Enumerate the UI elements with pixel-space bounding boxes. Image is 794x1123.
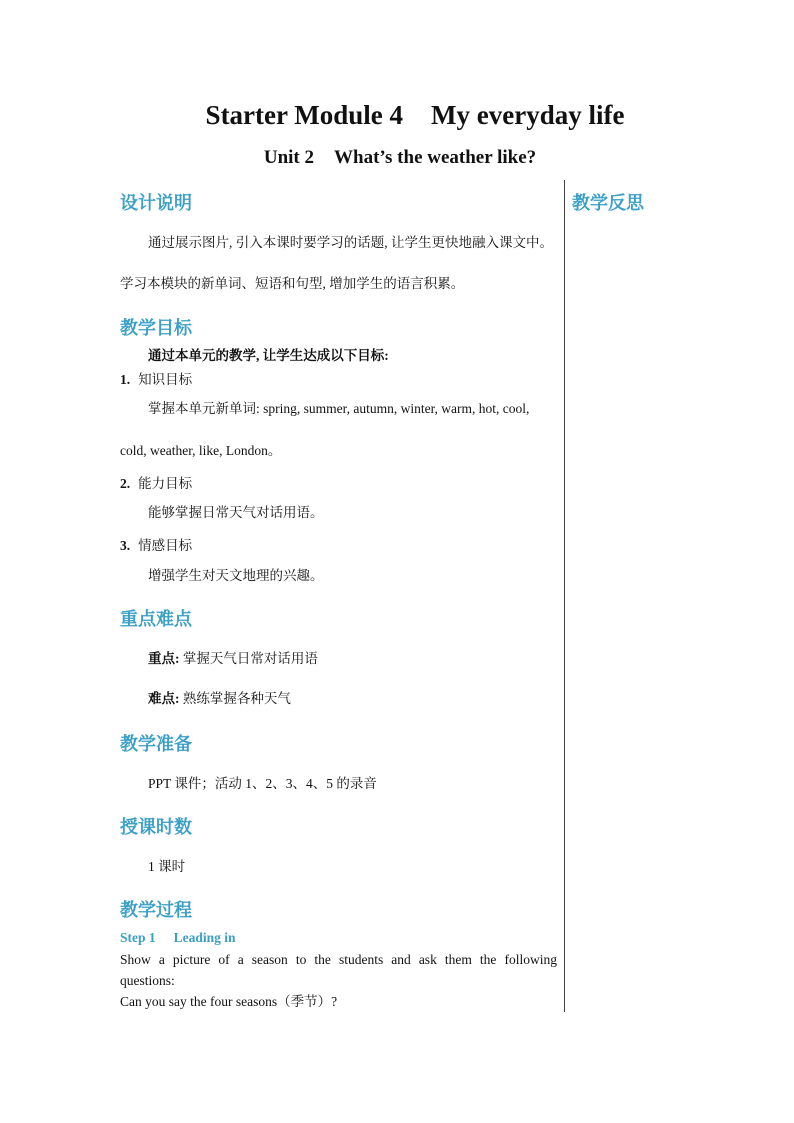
difficult-point-label: 难点: xyxy=(148,691,180,706)
preparation-heading: 教学准备 xyxy=(120,734,192,755)
step-title: Leading in xyxy=(173,930,236,945)
preparation-text: PPT 课件；活动 1、2、3、4、5 的录音 xyxy=(148,776,377,791)
title-part1: Starter Module 4 xyxy=(205,100,404,130)
objective-item-3 xyxy=(120,534,192,554)
objective-1-text-line-1: 掌握本单元新单词: spring, summer, autumn, winter, warm, hot, cool, xyxy=(148,401,530,416)
objectives-heading: 教学目标 xyxy=(120,318,192,339)
objective-3-text: 增强学生对天文地理的兴趣。 xyxy=(148,568,324,583)
objective-number: 1. xyxy=(120,372,131,387)
objective-label: 能力目标 xyxy=(138,476,193,491)
title-part2: My everyday life xyxy=(431,100,625,130)
column-divider xyxy=(564,180,565,1012)
hours-heading: 授课时数 xyxy=(120,817,192,838)
process-heading: 教学过程 xyxy=(120,900,192,921)
subtitle-part1: Unit 2 xyxy=(263,147,315,168)
objectives-intro: 通过本单元的教学, 让学生达成以下目标: xyxy=(148,348,389,363)
difficult-point-text: 熟练掌握各种天气 xyxy=(182,691,291,706)
key-point-text: 掌握天气日常对话用语 xyxy=(182,651,318,666)
objective-number: 2. xyxy=(120,476,131,491)
objective-1-text-line-2: cold, weather, like, London。 xyxy=(120,443,282,458)
step-1-title xyxy=(120,930,236,946)
objective-label: 情感目标 xyxy=(138,538,193,553)
key-point-label: 重点: xyxy=(148,651,180,666)
key-point xyxy=(148,650,318,668)
objective-item-1 xyxy=(120,368,192,388)
objective-label: 知识目标 xyxy=(138,372,193,387)
design-heading: 设计说明 xyxy=(120,193,192,214)
subtitle-part2: What’s the weather like? xyxy=(334,147,537,168)
step-1-line-2: questions: xyxy=(120,973,175,988)
step-label: Step 1 xyxy=(120,930,156,945)
objective-2-text: 能够掌握日常天气对话用语。 xyxy=(148,505,324,520)
design-line-2: 学习本模块的新单词、短语和句型, 增加学生的语言积累。 xyxy=(120,276,465,291)
document-title xyxy=(18,100,794,131)
hours-text: 1 课时 xyxy=(148,859,186,874)
design-line-1: 通过展示图片, 引入本课时要学习的话题, 让学生更快地融入课文中。 xyxy=(148,235,553,250)
step-1-line-1: Show a picture of a season to the students and ask them the following xyxy=(120,952,557,967)
difficult-point xyxy=(148,690,291,708)
step-1-line-3: Can you say the four seasons（季节）? xyxy=(120,994,338,1009)
objective-number: 3. xyxy=(120,538,131,553)
reflection-heading: 教学反思 xyxy=(572,193,644,214)
keypoints-heading: 重点难点 xyxy=(120,609,192,630)
document-subtitle xyxy=(3,147,794,169)
objective-item-2 xyxy=(120,472,192,492)
